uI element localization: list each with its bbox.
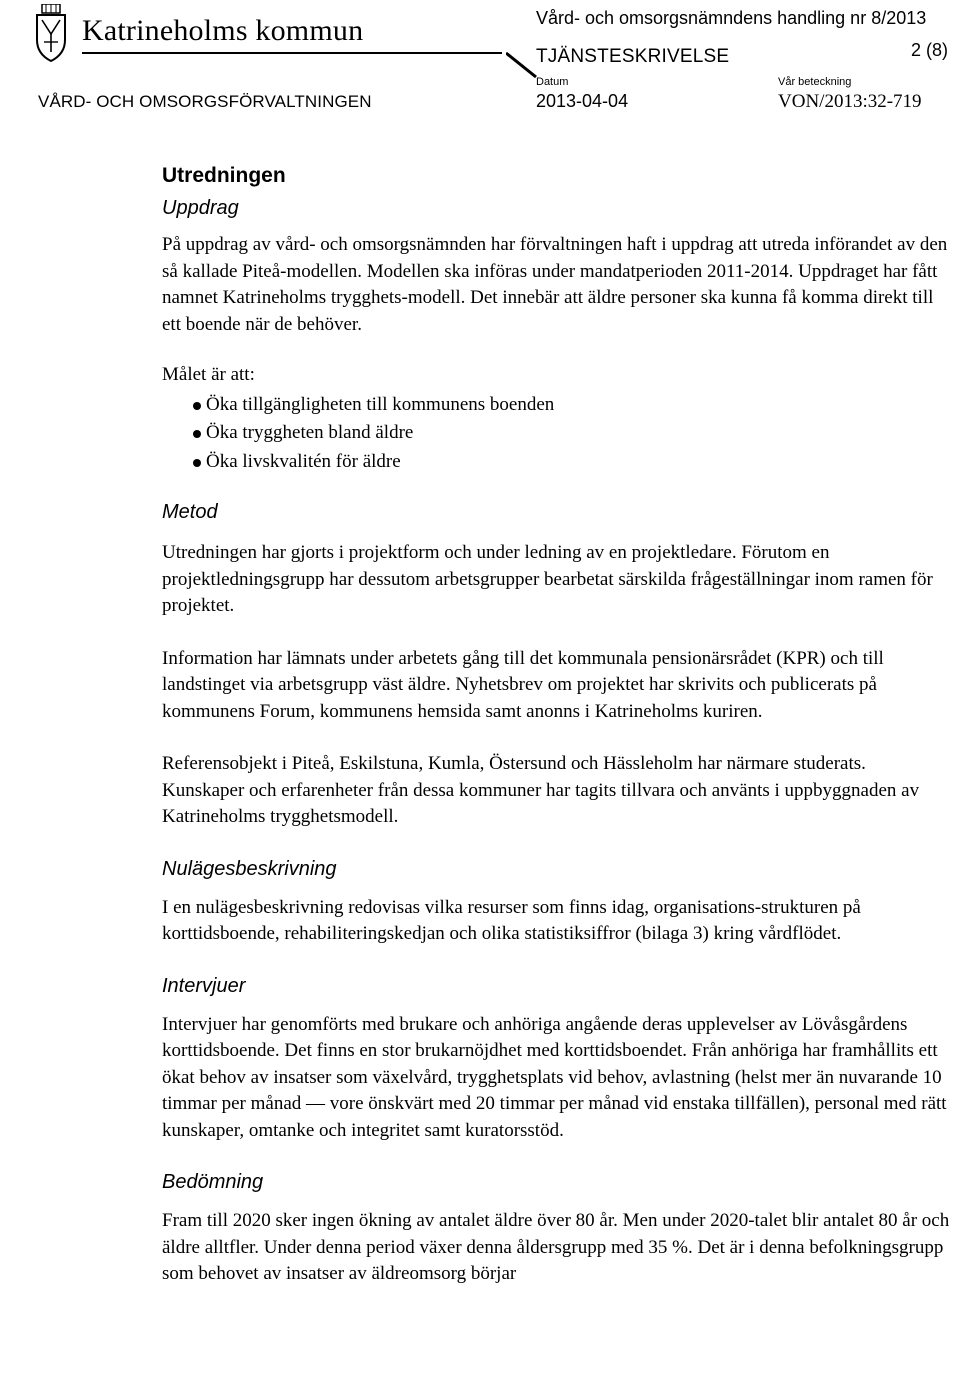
uppdrag-paragraph: På uppdrag av vård- och omsorgsnämnden har förvaltningen haft i uppdrag att utreda införandet av den så kallade Piteå-modellen. Modellen ska införas under mandatperioden 2011-2014. Uppdraget har fått namnet Katrineholms trygghets-modell. Det innebär att äldre personer ska kunna få komma direkt till ett boende när de behöver. xyxy=(162,234,948,335)
date-label: Datum xyxy=(536,76,569,88)
reference-number: VON/2013:32-719 xyxy=(778,91,922,112)
heading-intervjuer: Intervjuer xyxy=(162,974,246,997)
handling-number: Vård- och omsorgsnämndens handling nr 8/2013 xyxy=(536,8,927,28)
document-type: TJÄNSTESKRIVELSE xyxy=(536,46,730,67)
page-number: 2 (8) xyxy=(910,40,948,60)
heading-metod: Metod xyxy=(162,501,218,523)
document-body xyxy=(162,164,952,1288)
goal-intro: Målet är att: xyxy=(162,364,255,385)
metod-paragraph-2: Information har lämnats under arbetets gång till det kommunala pensionärsrådet (KPR) och till landstinget via arbetsgrupp väst äldre. Nyhetsbrev om projektet har skrivits och publicerats på kommunens Forum, kommunens hemsida samt anonns i Katrineholms kuriren. xyxy=(162,647,884,722)
department-name: VÅRD- OCH OMSORGSFÖRVALTNINGEN xyxy=(38,92,372,111)
metod-paragraph-3: Referensobjekt i Piteå, Eskilstuna, Kumla, Östersund och Hässleholm har närmare studerats. Kunskaper och erfarenheter från dessa kommuner har tagits tillvara och använts i uppbyggnaden av Katrineholms trygghetsmodell. xyxy=(162,753,920,827)
goal-list xyxy=(162,391,952,477)
heading-uppdrag: Uppdrag xyxy=(162,197,239,219)
list-item: Öka tillgängligheten till kommunens boenden xyxy=(206,391,952,420)
list-item: Öka tryggheten bland äldre xyxy=(206,419,952,448)
heading-bedomning: Bedömning xyxy=(162,1171,264,1193)
logo-rule xyxy=(82,52,502,54)
municipality-logo xyxy=(82,14,363,48)
reference-label: Vår beteckning xyxy=(778,76,852,88)
list-item: Öka livskvalitén för äldre xyxy=(206,448,952,477)
municipality-name: Katrineholms kommun xyxy=(82,14,364,47)
metod-paragraph-1: Utredningen har gjorts i projektform och under ledning av en projektledare. Förutom en projektledningsgrupp har dessutom arbetsgrupper bearbetat särskilda frågeställningar inom ramen för projektet. xyxy=(162,542,933,616)
bedomning-paragraph: Fram till 2020 sker ingen ökning av antalet äldre över 80 år. Men under 2020-talet blir antalet 80 år och äldre alltfler. Under denna period växer denna åldersgrupp med 35 %. Det är i denna befolkningsgrupp som behovet av insatser av äldreomsorg börjar xyxy=(162,1210,950,1284)
coat-of-arms-icon xyxy=(34,4,68,62)
document-date: 2013-04-04 xyxy=(536,91,629,111)
heading-nulagesbeskrivning: Nulägesbeskrivning xyxy=(162,857,337,880)
logo-slash-icon xyxy=(506,52,538,78)
section-title: Utredningen xyxy=(162,164,286,187)
intervjuer-paragraph: Intervjuer har genomförts med brukare och anhöriga angående deras upplevelser av Lövåsgårdens korttidsboende. Det finns en stor brukarnöjdhet med korttidsboendet. Från anhöriga har framhållits ett ökat behov av insatser som växelvård, trygghetsplats vid behov, avlastning (helst mer än nuvarande 10 timmar per månad — vore önskvärt med 20 timmar per månad vid enstaka tillfällen), personal med rätt kunskaper, omtanke och integritet samt kuratorsstöd. xyxy=(162,1013,947,1141)
nulage-paragraph: I en nulägesbeskrivning redovisas vilka resurser som finns idag, organisations-strukturen på korttidsboende, rehabiliteringskedjan och olika statistiksiffror (bilaga 3) kring vårdflödet. xyxy=(162,896,861,944)
